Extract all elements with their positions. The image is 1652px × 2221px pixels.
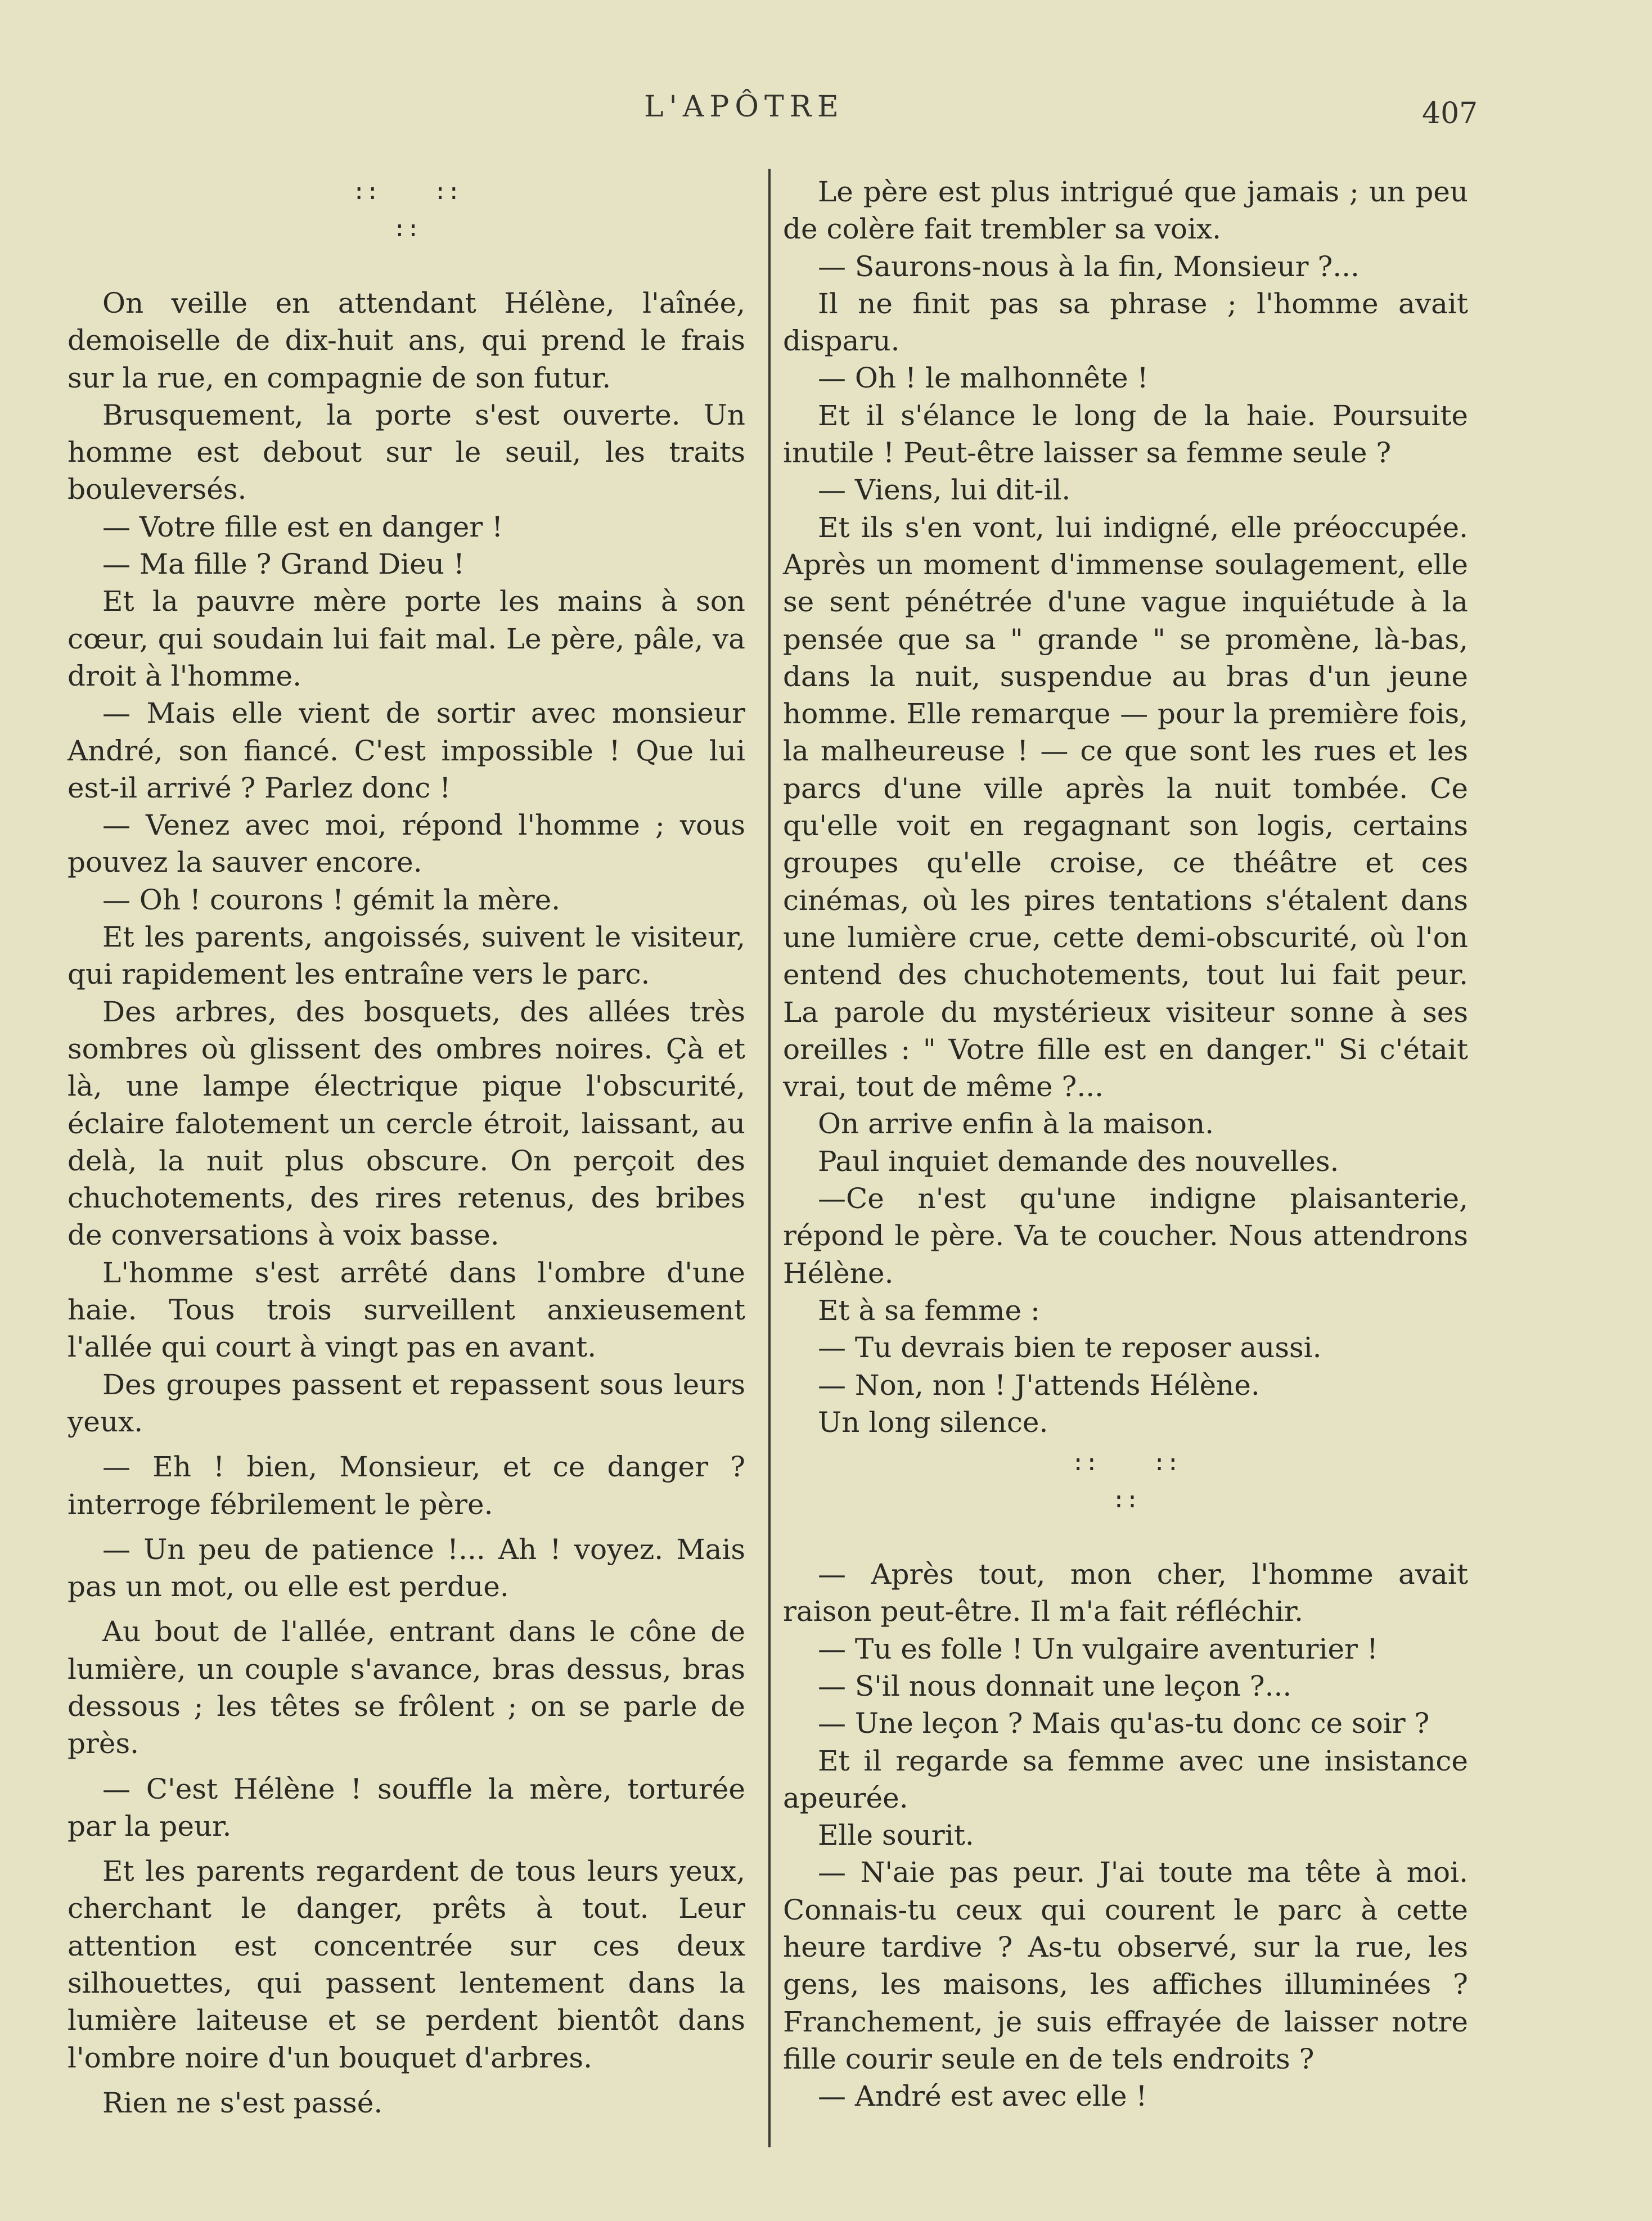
paragraph: — Une leçon ? Mais qu'as-tu donc ce soir ? xyxy=(818,1707,1430,1740)
paragraph: — Votre fille est en danger ! xyxy=(102,510,503,543)
paragraph: Elle sourit. xyxy=(818,1819,974,1852)
paragraph: Des arbres, des bosquets, des allées très sombres où glissent des ombres noires. Çà et là, une lampe électrique pique l'obscurité, éclaire falotement un cercle étroit, laissant, au delà, la nuit plus obscure. On perçoit des chuchotements, des rires retenus, des bribes de conversations à voix basse. xyxy=(67,995,745,1252)
paragraph: — Saurons-nous à la fin, Monsieur ?... xyxy=(818,250,1360,283)
running-title: L'APÔTRE xyxy=(644,90,844,124)
paragraph: Des groupes passent et repassent sous leurs yeux. xyxy=(67,1368,745,1438)
paragraph: — Ma fille ? Grand Dieu ! xyxy=(102,548,465,581)
paragraph: Le père est plus intrigué que jamais ; un peu de colère fait trembler sa voix. xyxy=(783,175,1468,246)
paragraph: — Tu es folle ! Un vulgaire aventurier ! xyxy=(818,1632,1378,1665)
left-column xyxy=(67,173,745,2121)
paragraph: — André est avec elle ! xyxy=(818,2080,1147,2113)
paragraph: — Non, non ! J'attends Hélène. xyxy=(818,1368,1260,1402)
paragraph: Il ne finit pas sa phrase ; l'homme avait disparu. xyxy=(783,287,1468,358)
paragraph: — Venez avec moi, répond l'homme ; vous pouvez la sauver encore. xyxy=(67,809,745,879)
section-separator: :: :: xyxy=(1071,1450,1180,1476)
paragraph: On veille en attendant Hélène, l'aînée, demoiselle de dix-huit ans, qui prend le frais sur la rue, en compagnie de son futur. xyxy=(67,287,745,394)
paragraph: Et les parents regardent de tous leurs yeux, cherchant le danger, prêts à tout. Leur attention est concentrée sur ces deux silhouettes, qui passent lentement dans la lumière laiteuse et se perdent bientôt dans l'ombre noire d'un bouquet d'arbres. xyxy=(67,1855,745,2074)
section-separator: :: :: xyxy=(352,179,461,205)
paragraph: — Après tout, mon cher, l'homme avait raison peut-être. Il m'a fait réfléchir. xyxy=(783,1558,1468,1628)
paragraph: Et ils s'en vont, lui indigné, elle préoccupée. Après un moment d'immense soulagement, elle se sent pénétrée d'une vague inquiétude à la pensée que sa " grande " se promène, là-bas, dans la nuit, suspendue au bras d'un jeune homme. Elle remarque — pour la première fois, la malheureuse ! — ce que sont les rues et les parcs d'une ville après la nuit tombée. Ce qu'elle voit en regagnant son logis, certains groupes qu'elle croise, ce théâtre et ces cinémas, où les pires tentations s'étalent dans une lumière crue, cette demi-obscurité, où l'on entend des chuchotements, tout lui fait peur. La parole du mystérieux visiteur sonne à ses oreilles : " Votre fille est en danger." Si c'était vrai, tout de même ?... xyxy=(783,511,1468,1103)
page-number: 407 xyxy=(1422,97,1478,130)
paragraph: Et il regarde sa femme avec une insistance apeurée. xyxy=(783,1744,1468,1814)
paragraph: Et il s'élance le long de la haie. Poursuite inutile ! Peut-être laisser sa femme seule ? xyxy=(783,399,1468,470)
column-divider xyxy=(768,169,771,2147)
paragraph: — N'aie pas peur. J'ai toute ma tête à moi. Connais-tu ceux qui courent le parc à cette heure tardive ? As-tu observé, sur la rue, les gens, les maisons, les affiches illuminées ? Franchement, je suis effrayée de laisser notre fille courir seule en de tels endroits ? xyxy=(783,1856,1468,2075)
paragraph: Au bout de l'allée, entrant dans le cône de lumière, un couple s'avance, bras dessus, bras dessous ; les têtes se frôlent ; on se parle de près. xyxy=(67,1615,745,1760)
paragraph: Et la pauvre mère porte les mains à son cœur, qui soudain lui fait mal. Le père, pâle, va droit à l'homme. xyxy=(67,585,745,692)
paragraph: — Viens, lui dit-il. xyxy=(818,474,1071,507)
paragraph: —Ce n'est qu'une indigne plaisanterie, répond le père. Va te coucher. Nous attendrons Hélène. xyxy=(783,1182,1468,1290)
right-column xyxy=(783,173,1468,2115)
section-separator: :: xyxy=(1111,1487,1140,1513)
paragraph: — Oh ! courons ! gémit la mère. xyxy=(102,883,561,916)
paragraph: — Tu devrais bien te reposer aussi. xyxy=(818,1331,1322,1364)
paragraph: On arrive enfin à la maison. xyxy=(818,1107,1214,1141)
section-separator: :: xyxy=(393,216,420,242)
paragraph: — Eh ! bien, Monsieur, et ce danger ? interroge fébrilement le père. xyxy=(67,1450,745,1521)
paragraph: Rien ne s'est passé. xyxy=(102,2086,383,2119)
paragraph: Paul inquiet demande des nouvelles. xyxy=(818,1145,1339,1178)
paragraph: Un long silence. xyxy=(818,1405,1048,1439)
paragraph: — Mais elle vient de sortir avec monsieur André, son fiancé. C'est impossible ! Que lui est-il arrivé ? Parlez donc ! xyxy=(67,697,745,804)
paragraph: — C'est Hélène ! souffle la mère, torturée par la peur. xyxy=(67,1772,745,1842)
paragraph: L'homme s'est arrêté dans l'ombre d'une haie. Tous trois surveillent anxieusement l'allée qui court à vingt pas en avant. xyxy=(67,1256,745,1364)
paragraph: Brusquement, la porte s'est ouverte. Un homme est debout sur le seuil, les traits bouleversés. xyxy=(67,398,745,506)
paragraph: — Un peu de patience !... Ah ! voyez. Mais pas un mot, ou elle est perdue. xyxy=(67,1533,745,1603)
paragraph: — Oh ! le malhonnête ! xyxy=(818,362,1149,395)
paragraph: — S'il nous donnait une leçon ?... xyxy=(818,1669,1292,1702)
paragraph: Et les parents, angoissés, suivent le visiteur, qui rapidement les entraîne vers le parc. xyxy=(67,921,745,991)
paragraph: Et à sa femme : xyxy=(818,1294,1040,1327)
